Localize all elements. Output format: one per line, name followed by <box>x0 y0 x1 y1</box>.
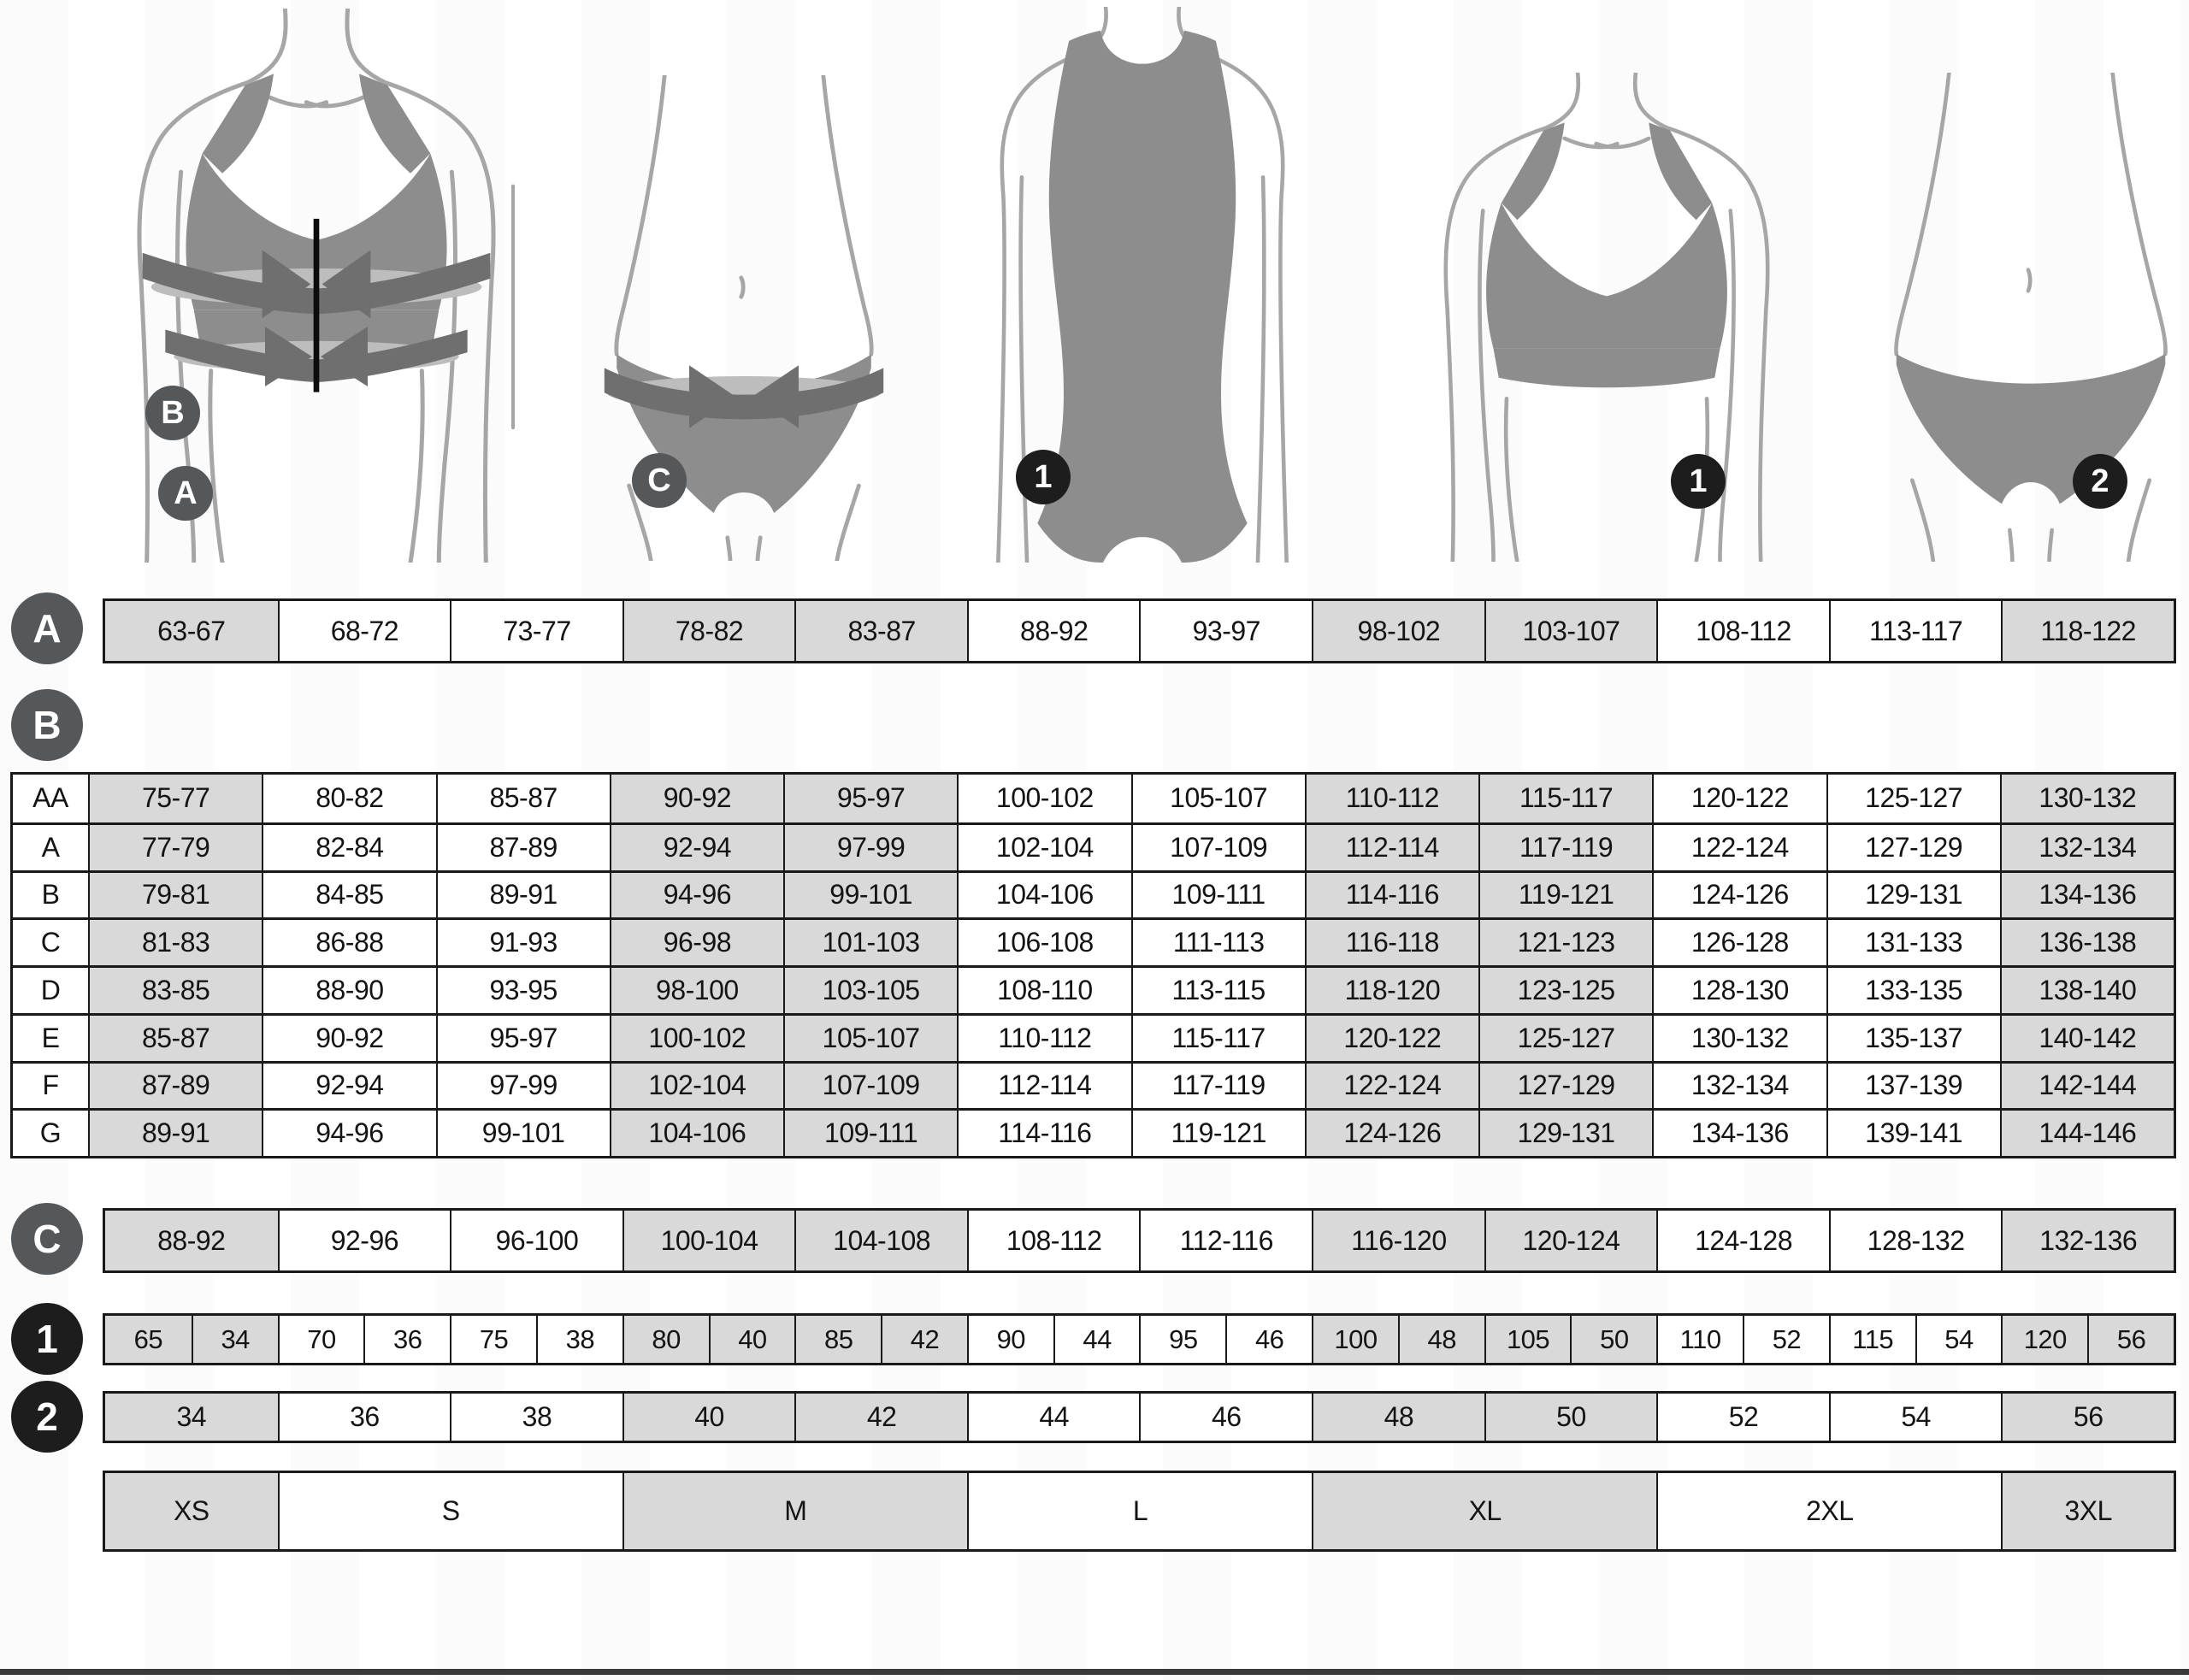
hip-range-cell: 120-124 <box>1484 1211 1657 1270</box>
letter-size-cell: S <box>278 1473 622 1549</box>
bust-range-cell: 119-121 <box>1478 870 1652 918</box>
figure-label-2-text: 2 <box>2091 463 2109 499</box>
briefs-size-cell: 36 <box>278 1394 451 1441</box>
bust-range-cell: 133-135 <box>1826 965 2000 1013</box>
bust-range-cell: 137-139 <box>1826 1061 2000 1109</box>
bust-range-cell: 98-100 <box>610 965 783 1013</box>
bust-range-cell: 92-94 <box>262 1061 435 1109</box>
briefs-size-cell: 48 <box>1312 1394 1484 1441</box>
bra-size-cell: 85 <box>794 1316 881 1363</box>
underbust-range-cell: 73-77 <box>450 601 622 661</box>
bra-size-cell: 110 <box>1656 1316 1743 1363</box>
briefs-size-cell: 38 <box>450 1394 622 1441</box>
bust-range-cell: 109-111 <box>783 1108 957 1156</box>
bust-range-cell: 108-110 <box>957 965 1130 1013</box>
bust-range-cell: 120-122 <box>1652 775 1826 822</box>
bra-size-cell: 46 <box>1225 1316 1312 1363</box>
bra-size-cell: 115 <box>1829 1316 1915 1363</box>
briefs-size-cell: 40 <box>622 1394 795 1441</box>
bust-range-cell: 117-119 <box>1478 822 1652 870</box>
figure-label-2-circle <box>2073 454 2127 509</box>
row-c-label-text: C <box>32 1217 62 1261</box>
bust-range-cell: 123-125 <box>1478 965 1652 1013</box>
figure-label-1-bra-text: 1 <box>1689 463 1708 499</box>
figure-label-1-swimsuit-circle <box>1016 450 1071 504</box>
cup-row-label: G <box>13 1108 88 1156</box>
bust-range-cell: 135-137 <box>1826 1013 2000 1061</box>
bust-range-cell: 113-115 <box>1131 965 1305 1013</box>
bust-range-cell: 110-112 <box>1305 775 1478 822</box>
bust-range-cell: 121-123 <box>1478 917 1652 965</box>
bra-size-cell: 75 <box>450 1316 536 1363</box>
bust-range-cell: 104-106 <box>610 1108 783 1156</box>
cup-row-label: A <box>13 822 88 870</box>
briefs-figure <box>1873 73 2189 562</box>
bra-size-cell: 48 <box>1398 1316 1484 1363</box>
cup-row-label: B <box>13 870 88 918</box>
row-1-label-text: 1 <box>36 1317 58 1361</box>
row-a-label-circle <box>11 592 83 664</box>
bust-range-cell: 100-102 <box>610 1013 783 1061</box>
bust-range-cell: 131-133 <box>1826 917 2000 965</box>
briefs-size-cell: 54 <box>1829 1394 2002 1441</box>
underbust-range-cell: 108-112 <box>1656 601 1829 661</box>
bust-range-cell: 144-146 <box>2000 1108 2174 1156</box>
figure-label-b-text: B <box>161 395 185 431</box>
bust-range-cell: 136-138 <box>2000 917 2174 965</box>
bust-range-cell: 106-108 <box>957 917 1130 965</box>
bust-range-cell: 129-131 <box>1826 870 2000 918</box>
bust-range-cell: 119-121 <box>1131 1108 1305 1156</box>
bust-range-cell: 140-142 <box>2000 1013 2174 1061</box>
bust-range-cell: 102-104 <box>610 1061 783 1109</box>
bra-size-cell: 54 <box>1915 1316 2002 1363</box>
bust-range-cell: 97-99 <box>783 822 957 870</box>
bust-range-cell: 100-102 <box>957 775 1130 822</box>
cup-row-label: F <box>13 1061 88 1109</box>
bust-range-cell: 82-84 <box>262 822 435 870</box>
bust-range-cell: 102-104 <box>957 822 1130 870</box>
bust-range-cell: 85-87 <box>88 1013 262 1061</box>
row-2-label-text: 2 <box>36 1394 58 1439</box>
cup-row-label: E <box>13 1013 88 1061</box>
underbust-range-cell: 88-92 <box>967 601 1140 661</box>
letter-size-table <box>103 1471 2176 1552</box>
row-1-label-circle <box>11 1303 83 1375</box>
bust-range-cell: 132-134 <box>2000 822 2174 870</box>
bra-size-cell: 105 <box>1484 1316 1571 1363</box>
underbust-range-cell: 98-102 <box>1312 601 1484 661</box>
bust-range-cell: 90-92 <box>610 775 783 822</box>
hip-range-cell: 88-92 <box>105 1211 278 1270</box>
bust-range-cell: 80-82 <box>262 775 435 822</box>
bust-range-cell: 112-114 <box>957 1061 1130 1109</box>
bust-range-cell: 127-129 <box>1826 822 2000 870</box>
cup-row-label: AA <box>13 775 88 822</box>
row-a-label-text: A <box>32 606 62 651</box>
bra-size-cell: 38 <box>536 1316 622 1363</box>
bra-figure <box>1409 73 1804 562</box>
briefs-size-cell: 42 <box>794 1394 967 1441</box>
bust-range-cell: 77-79 <box>88 822 262 870</box>
bust-range-cell: 88-90 <box>262 965 435 1013</box>
bust-range-cell: 116-118 <box>1305 917 1478 965</box>
cup-size-table <box>10 772 2176 1158</box>
figure-label-c-text: C <box>647 463 671 498</box>
bra-size-cell: 100 <box>1312 1316 1398 1363</box>
bust-range-cell: 114-116 <box>957 1108 1130 1156</box>
bra-size-cell: 90 <box>967 1316 1053 1363</box>
bust-range-cell: 96-98 <box>610 917 783 965</box>
bust-range-cell: 115-117 <box>1478 775 1652 822</box>
bust-range-cell: 97-99 <box>436 1061 610 1109</box>
hip-range-cell: 112-116 <box>1139 1211 1312 1270</box>
bust-range-cell: 91-93 <box>436 917 610 965</box>
bust-range-cell: 90-92 <box>262 1013 435 1061</box>
figure-label-b-circle <box>145 386 200 440</box>
bust-range-cell: 120-122 <box>1305 1013 1478 1061</box>
bust-range-cell: 129-131 <box>1478 1108 1652 1156</box>
bust-range-cell: 87-89 <box>436 822 610 870</box>
bust-range-cell: 110-112 <box>957 1013 1130 1061</box>
hip-range-cell: 104-108 <box>794 1211 967 1270</box>
bust-range-cell: 94-96 <box>610 870 783 918</box>
bra-size-cell: 50 <box>1570 1316 1656 1363</box>
bust-range-cell: 128-130 <box>1652 965 1826 1013</box>
bust-range-cell: 79-81 <box>88 870 262 918</box>
bust-range-cell: 105-107 <box>1131 775 1305 822</box>
bust-range-cell: 124-126 <box>1305 1108 1478 1156</box>
bust-range-cell: 75-77 <box>88 775 262 822</box>
figure-label-a-circle <box>158 466 213 521</box>
bust-range-cell: 103-105 <box>783 965 957 1013</box>
bust-range-cell: 125-127 <box>1478 1013 1652 1061</box>
hip-range-cell: 128-132 <box>1829 1211 2002 1270</box>
briefs-size-cell: 44 <box>967 1394 1140 1441</box>
cup-row-label: C <box>13 917 88 965</box>
underbust-range-cell: 83-87 <box>794 601 967 661</box>
hip-range-cell: 92-96 <box>278 1211 451 1270</box>
letter-size-cell: 2XL <box>1656 1473 2001 1549</box>
letter-size-cell: M <box>622 1473 967 1549</box>
bust-range-cell: 124-126 <box>1652 870 1826 918</box>
cup-row-label: D <box>13 965 88 1013</box>
letter-size-cell: L <box>967 1473 1312 1549</box>
bust-range-cell: 139-141 <box>1826 1108 2000 1156</box>
bust-range-cell: 130-132 <box>2000 775 2174 822</box>
bust-range-cell: 83-85 <box>88 965 262 1013</box>
bust-range-cell: 95-97 <box>783 775 957 822</box>
section-b-label-text: B <box>32 703 62 747</box>
bust-range-cell: 84-85 <box>262 870 435 918</box>
underbust-range-cell: 103-107 <box>1484 601 1657 661</box>
bra-size-cell: 120 <box>2001 1316 2087 1363</box>
bust-range-cell: 86-88 <box>262 917 435 965</box>
bra-size-cell: 52 <box>1743 1316 1829 1363</box>
bust-range-cell: 122-124 <box>1652 822 1826 870</box>
bust-range-cell: 109-111 <box>1131 870 1305 918</box>
briefs-size-cell: 52 <box>1656 1394 1829 1441</box>
bust-range-cell: 87-89 <box>88 1061 262 1109</box>
bra-size-cell: 40 <box>709 1316 795 1363</box>
bust-range-cell: 99-101 <box>783 870 957 918</box>
bust-range-cell: 107-109 <box>1131 822 1305 870</box>
hip-range-cell: 132-136 <box>2001 1211 2174 1270</box>
figure-label-a-text: A <box>174 475 198 511</box>
bust-range-cell: 99-101 <box>436 1108 610 1156</box>
bust-range-cell: 130-132 <box>1652 1013 1826 1061</box>
bust-range-cell: 134-136 <box>1652 1108 1826 1156</box>
hip-range-cell: 108-112 <box>967 1211 1140 1270</box>
bust-range-cell: 114-116 <box>1305 870 1478 918</box>
bra-size-cell: 42 <box>881 1316 967 1363</box>
bra-garment <box>1486 122 1727 387</box>
row-2-label-circle <box>11 1381 83 1453</box>
bust-range-cell: 118-120 <box>1305 965 1478 1013</box>
figure-label-1-swimsuit-text: 1 <box>1034 459 1053 495</box>
swimsuit-figure <box>946 7 1339 563</box>
hip-range-cell: 124-128 <box>1656 1211 1829 1270</box>
bust-range-cell: 94-96 <box>262 1108 435 1156</box>
underbust-range-table <box>103 598 2176 663</box>
center-measure-line <box>314 219 320 392</box>
underbust-range-cell: 78-82 <box>622 601 795 661</box>
bust-range-cell: 132-134 <box>1652 1061 1826 1109</box>
bra-size-cell: 34 <box>192 1316 278 1363</box>
bust-range-cell: 122-124 <box>1305 1061 1478 1109</box>
bust-range-cell: 126-128 <box>1652 917 1826 965</box>
row-c-label-circle <box>11 1203 83 1275</box>
hip-range-cell: 96-100 <box>450 1211 622 1270</box>
bra-size-cell: 65 <box>105 1316 192 1363</box>
hip-range-table <box>103 1208 2176 1273</box>
bra-size-cell: 70 <box>278 1316 364 1363</box>
briefs-size-cell: 56 <box>2001 1394 2174 1441</box>
bust-range-cell: 112-114 <box>1305 822 1478 870</box>
underbust-range-cell: 93-97 <box>1139 601 1312 661</box>
bust-range-cell: 125-127 <box>1826 775 2000 822</box>
underbust-range-cell: 68-72 <box>278 601 451 661</box>
bust-range-cell: 81-83 <box>88 917 262 965</box>
bust-range-cell: 89-91 <box>436 870 610 918</box>
bust-range-cell: 142-144 <box>2000 1061 2174 1109</box>
briefs-size-cell: 46 <box>1139 1394 1312 1441</box>
bust-range-cell: 89-91 <box>88 1108 262 1156</box>
bust-range-cell: 115-117 <box>1131 1013 1305 1061</box>
briefs-size-table <box>103 1391 2176 1443</box>
section-b-label-circle <box>11 689 83 761</box>
bra-size-cell: 80 <box>622 1316 709 1363</box>
bust-range-cell: 138-140 <box>2000 965 2174 1013</box>
bra-size-cell: 56 <box>2087 1316 2174 1363</box>
bra-size-cell: 95 <box>1139 1316 1225 1363</box>
bra-size-cell: 44 <box>1053 1316 1140 1363</box>
bust-range-cell: 107-109 <box>783 1061 957 1109</box>
briefs-size-cell: 34 <box>105 1394 278 1441</box>
bust-range-cell: 101-103 <box>783 917 957 965</box>
hip-range-cell: 116-120 <box>1312 1211 1484 1270</box>
bra-size-pairs-table <box>103 1313 2176 1365</box>
underbust-range-cell: 118-122 <box>2001 601 2174 661</box>
letter-size-cell: XS <box>105 1473 278 1549</box>
figure-label-c-circle <box>632 453 687 508</box>
bust-range-cell: 92-94 <box>610 822 783 870</box>
bra-size-cell: 36 <box>363 1316 450 1363</box>
letter-size-cell: XL <box>1312 1473 1656 1549</box>
bust-range-cell: 134-136 <box>2000 870 2174 918</box>
bust-range-cell: 127-129 <box>1478 1061 1652 1109</box>
figure-label-1-bra-circle <box>1671 454 1726 509</box>
bust-range-cell: 111-113 <box>1131 917 1305 965</box>
hip-range-cell: 100-104 <box>622 1211 795 1270</box>
underbust-range-cell: 63-67 <box>105 601 278 661</box>
letter-size-cell: 3XL <box>2001 1473 2174 1549</box>
briefs-size-cell: 50 <box>1484 1394 1657 1441</box>
bust-range-cell: 93-95 <box>436 965 610 1013</box>
bust-range-cell: 95-97 <box>436 1013 610 1061</box>
bust-range-cell: 117-119 <box>1131 1061 1305 1109</box>
bust-range-cell: 105-107 <box>783 1013 957 1061</box>
bottom-border-line <box>0 1669 2189 1675</box>
bust-range-cell: 104-106 <box>957 870 1130 918</box>
underbust-range-cell: 113-117 <box>1829 601 2002 661</box>
bust-range-cell: 85-87 <box>436 775 610 822</box>
